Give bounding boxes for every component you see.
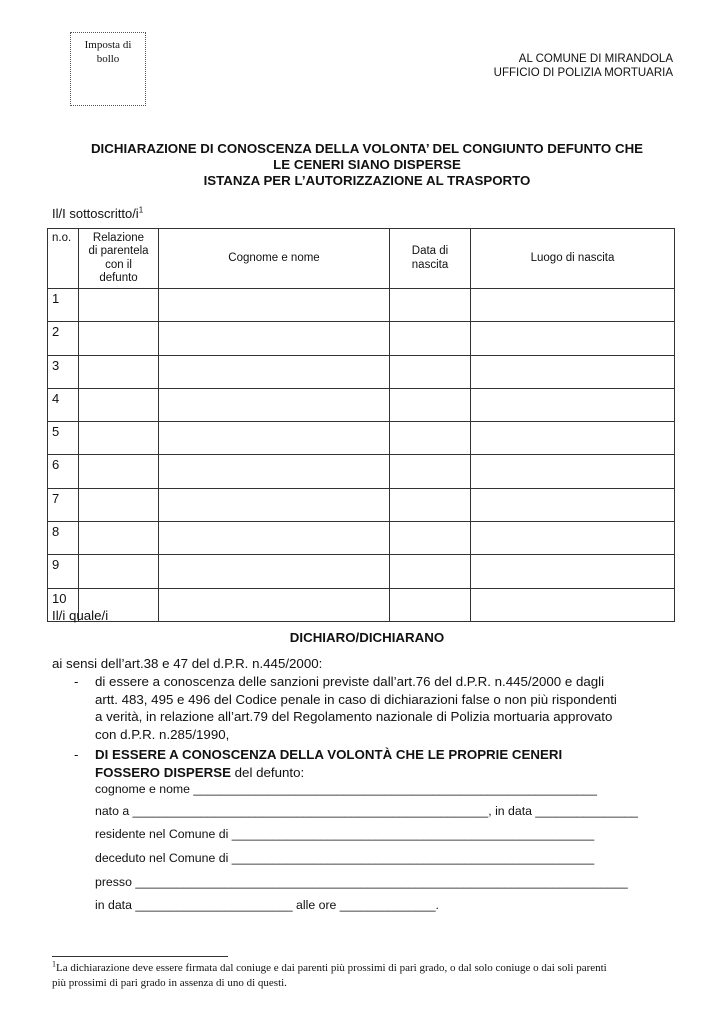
cell-name[interactable] (159, 422, 390, 455)
sanctions-line3: a verità, in relazione all’art.79 del Regolamento nazionale di Polizia mortuaria approvato (95, 709, 613, 724)
cell-dob[interactable] (390, 322, 471, 355)
header-relation-l2: di parentela (88, 245, 149, 257)
table-row (48, 555, 675, 588)
cell-name[interactable] (159, 355, 390, 388)
cell-dob[interactable] (390, 488, 471, 521)
table-row (48, 388, 675, 421)
cell-pob[interactable] (471, 455, 675, 488)
table-row (48, 422, 675, 455)
cell-dob[interactable] (390, 355, 471, 388)
footnote-text1: La dichiarazione deve essere firmata dal coniuge e dai parenti più prossimi di pari grado, o dal solo coniuge o dai soli parenti (56, 962, 607, 974)
row-number: 4 (48, 388, 79, 421)
cell-pob[interactable] (471, 322, 675, 355)
header-relation-l3: con il (105, 258, 132, 271)
recipient-address (494, 52, 673, 80)
dispersal-bold: FOSSERO DISPERSE (95, 764, 231, 780)
row-number: 5 (48, 422, 79, 455)
header-dob-l1: Data di (411, 245, 449, 257)
table-row (48, 322, 675, 355)
table-header-row (48, 229, 675, 289)
footnote-ref: 1 (138, 205, 144, 215)
header-relation (79, 229, 159, 289)
row-number: 9 (48, 555, 79, 588)
declares-heading: DICHIARO/DICHIARANO (289, 630, 445, 645)
bullet-dash: - (74, 747, 79, 762)
declaration-item-dispersal (74, 746, 680, 781)
cell-dob[interactable] (390, 588, 471, 621)
field-deceduto[interactable]: deceduto nel Comune di _____________________________________________________ (95, 851, 595, 865)
revenue-stamp-box (70, 32, 146, 106)
cell-relation[interactable] (79, 322, 159, 355)
cell-dob[interactable] (390, 289, 471, 322)
cell-relation[interactable] (79, 555, 159, 588)
cell-name[interactable] (159, 455, 390, 488)
footnote-mark: 1 (52, 959, 56, 969)
footnote-separator (52, 956, 228, 957)
table-row (48, 289, 675, 322)
row-number: 3 (48, 355, 79, 388)
cell-dob[interactable] (390, 388, 471, 421)
cell-relation[interactable] (79, 289, 159, 322)
document-title (52, 141, 682, 189)
cell-dob[interactable] (390, 522, 471, 555)
row-number: 1 (48, 289, 79, 322)
cell-relation[interactable] (79, 388, 159, 421)
footnote-line2: più prossimi di pari grado in assenza di uno di questi. (52, 976, 287, 989)
cell-relation[interactable] (79, 522, 159, 555)
footnote (52, 961, 677, 990)
cell-pob[interactable] (471, 588, 675, 621)
cell-dob[interactable] (390, 455, 471, 488)
cell-relation[interactable] (79, 422, 159, 455)
field-data-ore[interactable]: in data _______________________ alle ore ______________. (95, 898, 439, 912)
cell-dob[interactable] (390, 555, 471, 588)
cell-name[interactable] (159, 488, 390, 521)
table-row (48, 522, 675, 555)
sanctions-line1: di essere a conoscenza delle sanzioni previste dall’art.76 del d.P.R. n.445/2000 e dagli (95, 674, 605, 689)
undersigned-text: Il/I sottoscritto/i (52, 206, 139, 221)
header-dob (390, 229, 471, 289)
stamp-label-line2: bollo (96, 53, 120, 65)
dispersal-suffix: del defunto: (230, 764, 305, 780)
declaration-item-sanctions (74, 673, 680, 743)
bullet-dash: - (74, 674, 79, 689)
sanctions-line4: con d.P.R. n.285/1990, (95, 726, 230, 742)
cell-relation[interactable] (79, 355, 159, 388)
header-name: Cognome e nome (159, 229, 390, 289)
sanctions-line2: artt. 483, 495 e 496 del Codice penale in caso di dichiarazioni false o non più rispondenti (95, 691, 617, 707)
footnote-line1 (52, 961, 677, 976)
stamp-label-line1: Imposta di (84, 39, 132, 51)
cell-pob[interactable] (471, 522, 675, 555)
cell-pob[interactable] (471, 422, 675, 455)
table-row (48, 488, 675, 521)
title-line1: DICHIARAZIONE DI CONOSCENZA DELLA VOLONTA’ DEL CONGIUNTO DEFUNTO CHE (90, 141, 644, 156)
cell-name[interactable] (159, 322, 390, 355)
dispersal-line2 (95, 764, 680, 782)
declarants-table (47, 228, 675, 622)
undersigned-label (52, 206, 143, 221)
row-number: 7 (48, 488, 79, 521)
field-presso[interactable]: presso ________________________________________________________________________ (95, 875, 628, 889)
cell-pob[interactable] (471, 388, 675, 421)
cell-pob[interactable] (471, 488, 675, 521)
cell-dob[interactable] (390, 422, 471, 455)
header-dob-l2: nascita (411, 258, 449, 271)
recipient-line2: UFFICIO DI POLIZIA MORTUARIA (493, 67, 673, 79)
legal-basis: ai sensi dell’art.38 e 47 del d.P.R. n.445/2000: (52, 656, 323, 671)
field-cognome-nome[interactable]: cognome e nome ___________________________________________________________ (95, 782, 597, 796)
header-relation-l4: defunto (99, 272, 138, 284)
cell-relation[interactable] (79, 455, 159, 488)
table-row (48, 588, 675, 621)
cell-name[interactable] (159, 522, 390, 555)
header-number: n.o. (48, 229, 79, 289)
cell-name[interactable] (159, 588, 390, 621)
header-relation-l1: Relazione (92, 231, 145, 244)
title-line3: ISTANZA PER L’AUTORIZZAZIONE AL TRASPORTO (203, 173, 531, 188)
title-line2: LE CENERI SIANO DISPERSE (273, 157, 461, 172)
cell-pob[interactable] (471, 555, 675, 588)
table-row (48, 455, 675, 488)
dispersal-line1: DI ESSERE A CONOSCENZA DELLA VOLONTÀ CHE LE PROPRIE CENERI (95, 747, 563, 762)
field-residente[interactable]: residente nel Comune di _____________________________________________________ (95, 827, 595, 841)
cell-relation[interactable] (79, 488, 159, 521)
table-row (48, 355, 675, 388)
cell-name[interactable] (159, 555, 390, 588)
header-pob: Luogo di nascita (471, 229, 675, 289)
row-number: 10 (48, 588, 79, 621)
cell-name[interactable] (159, 289, 390, 322)
cell-pob[interactable] (471, 355, 675, 388)
row-number: 2 (48, 322, 79, 355)
cell-name[interactable] (159, 388, 390, 421)
row-number: 8 (48, 522, 79, 555)
cell-pob[interactable] (471, 289, 675, 322)
recipient-line1: AL COMUNE DI MIRANDOLA (518, 53, 673, 65)
field-nato-a[interactable]: nato a ____________________________________________________, in data _______________ (95, 804, 638, 818)
quale-label: Il/i quale/i (52, 608, 109, 623)
row-number: 6 (48, 455, 79, 488)
